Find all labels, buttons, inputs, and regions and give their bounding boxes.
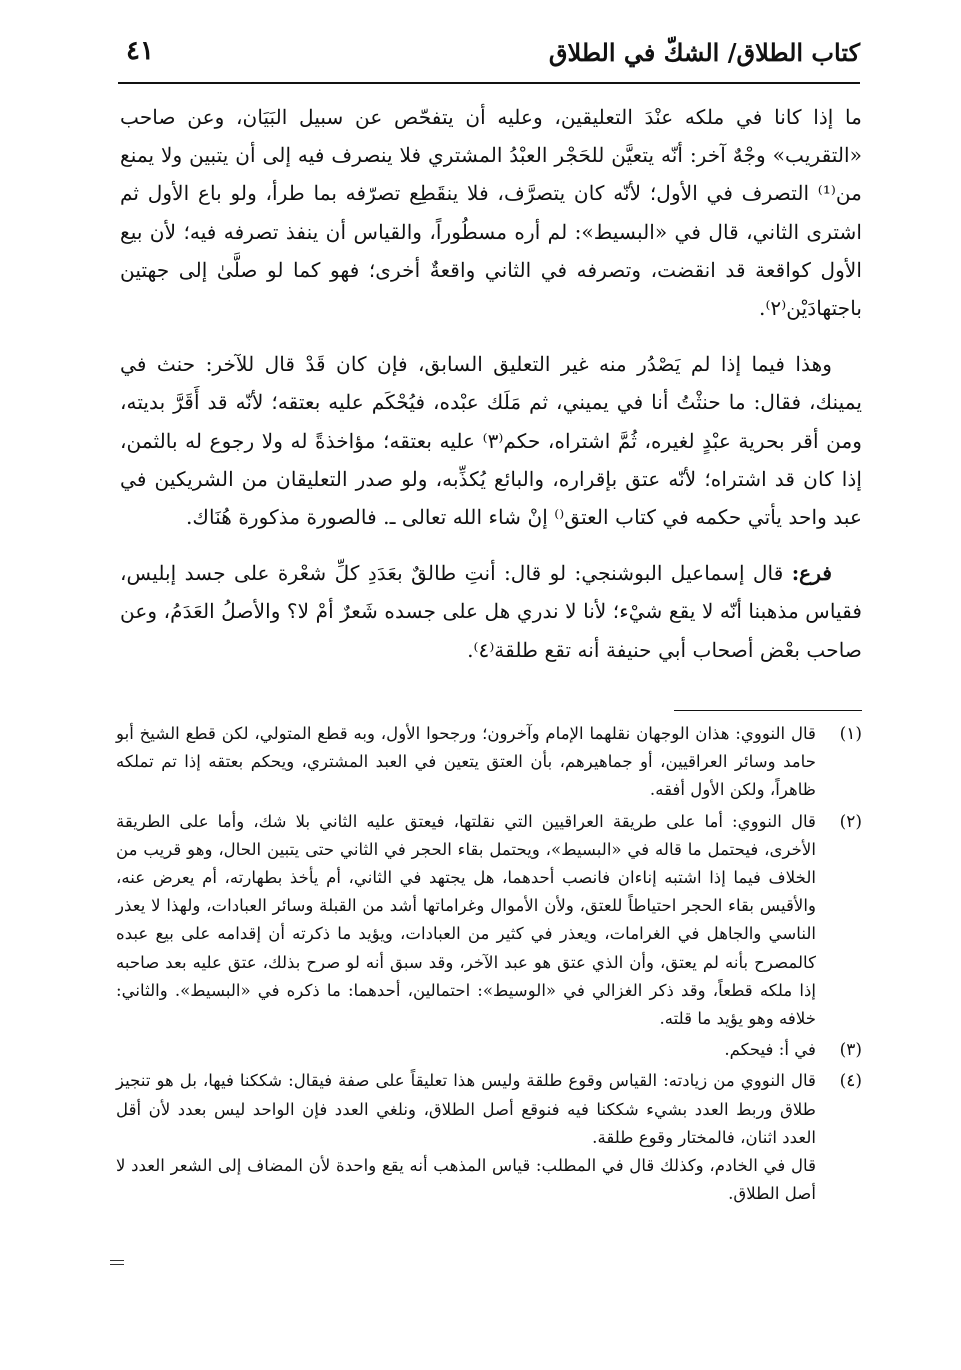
continuation-mark <box>110 1260 124 1270</box>
paragraph-text: ما إذا كانا في ملكه عنْدَ التعليقين، وعليه أن يتفحّص عن سبيل البَيَان، وعن صاحب «التقريب» وجْهٌ آخر: أنّه يتعيَّن للحَجْر العبْدُ المشتري فلا ينصرف فيه إلى أن يتبين ولا يمنع من⁽¹⁾ التصرف في الأول؛ لأنّه كان يتصرَّف، فلا ينقَطِع تصرّفه بما طرأ، ولو باع الأول ثم اشترى الثاني، قال في «البسيط»: لم أره مسطُوراً، والقياس أن ينفذ تصرفه فيه؛ لأن بيع الأول كواقعة قد انقضت، وتصرفه في الثاني واقعةٌ أخرى؛ فهو كما لو صلَّىٰ إلى جهتين باجتهادَيْن⁽٢⁾. <box>120 105 862 321</box>
footnote-continuation: قال في الخادم، وكذلك قال في المطلب: قياس المذهب أنه يقع واحدة لأن المضاف إلى الشعر العدد لا أصل الطلاق. <box>116 1156 816 1204</box>
footnote-number: (٣) <box>839 1040 862 1061</box>
footnote-number: (١) <box>839 724 862 744</box>
footnote <box>116 1036 862 1064</box>
footnotes <box>116 720 862 1211</box>
footnote-text: قال النووي من زيادته: القياس وقوع طلقة وليس هذا تعليقاً على صفة فيقال: شككنا فيها، بل هو تنجيز طلاق وربط العدد بشيء شككنا فيه فنوقع أصل الطلاق، ونلغي العدد فإن الواحد ليس بعدد لأن أقل العدد اثنان، فالمختار وقوع طلقة. <box>116 1071 816 1147</box>
paragraph-text: قال إسماعيل البوشنجي: لو قال: أنتِ طالقٌ بعَدَدِ كلِّ شعْرة على جسد إبليس، فقياس مذهبنا أنّه لا يقع شيْء؛ لأنا لا ندري هل على جسده شَعرٌ أمْ لا؟ والأصلُ العَدَمُ، وعن صاحب بعْض أصحاب أبي حنيفة أنه تقع طلقة⁽٤⁾. <box>120 561 862 662</box>
page-number: ٤١ <box>126 36 154 66</box>
paragraph-text: وهذا فيما إذا لم يَصْدُر منه غير التعليق السابق، فإن كان قَدْ قال للآخر: حنث في يمينك، فقال: ما حنثْتُ أنا في يميني، ثم مَلَك عبْده، فيُحْكَم عليه بعتقه؛ لأنّه قد أَقَرَّ بديته، ومن أقر بحرية عبْدٍ لغيره، ثُمَّ اشتراه، حكم⁽٣⁾ عليه بعتقه؛ مؤاخذةً له ولا رجوع له بالثمن، إذا كان قد اشتراه؛ لأنّه عتق بإقراره، والبائع يُكذِّبه، ولو صدر التعليقان من الشريكين في عبد واحد يأتي حكمه في كتاب العتق⁽⁾ إنْ شاء الله تعالى ـ. فالصورة مذكورة هُنَاك. <box>120 352 863 530</box>
far-label: فرع: <box>791 561 833 586</box>
footnote-text: قال النووي: هذان الوجهان نقلهما الإمام وآخرون؛ ورجحوا الأول، وبه قطع المتولي، لكن قطع الشيخ أبو حامد وسائر العراقيين، أو جماهيرهم، بأن العتق يتعين في العبد المشتري، ويحكم بعتقه إذا تم تملكه ظاهراً، ولكن الأول أفقه. <box>116 724 816 800</box>
footnote-number: (٢) <box>839 811 862 832</box>
footnote-number: (٤) <box>839 1071 862 1092</box>
header-rule <box>118 82 860 84</box>
footnote-text: قال النووي: أما على طريقة العراقيين التي نقلتها، فيعتق عليه الثاني بلا شك، وأما على الطريقة الأخرى، فيحتمل ما قاله في «البسيط»، ويحتمل بقاء الحجر في الثاني حتى يتبين الحال، وهو قريب من الخلاف فيما إذا اشتبه إناءان فانصب أحدهما، هل يجتهد في الثاني، أم يأخذ بطهارته، أم يعرض عنه، والأقيس بقاء الحجر احتياطاً للعتق، ولأن الأموال وغراماتها أشد من القبلة وسائر العبادات، ولهذا لا يعذر الناسي والجاهل في الغرامات، ويعذر في كثير من العبادات، ويؤيد ما ذكرته أن إقدامه على بيع عبده كالمصرح بأنه لم يعتق، وأن الذي عتق هو عبد الآخر، وقد سبق أنه لو صرح بذلك، عتق عليه بعد صاحبه إذا ملكه قطعاً، وقد ذكر الغزالي في «الوسيط»: احتمالين، أحدهما: ما ذكره في «البسيط». والثاني: خلافه وهو يؤيد ما قلته. <box>116 811 816 1029</box>
footnote-text: في أ: فيحكم. <box>724 1040 816 1060</box>
footnote-rule <box>674 710 862 711</box>
chapter-title: كتاب الطلاق/ الشكّ في الطلاق <box>548 38 860 67</box>
paragraph-far <box>120 554 862 669</box>
main-text <box>120 98 862 687</box>
footnote <box>116 808 862 1034</box>
footnote <box>116 1067 862 1208</box>
paragraph <box>120 345 862 536</box>
footnote <box>116 720 862 805</box>
paragraph <box>120 98 862 327</box>
running-header <box>118 34 860 80</box>
